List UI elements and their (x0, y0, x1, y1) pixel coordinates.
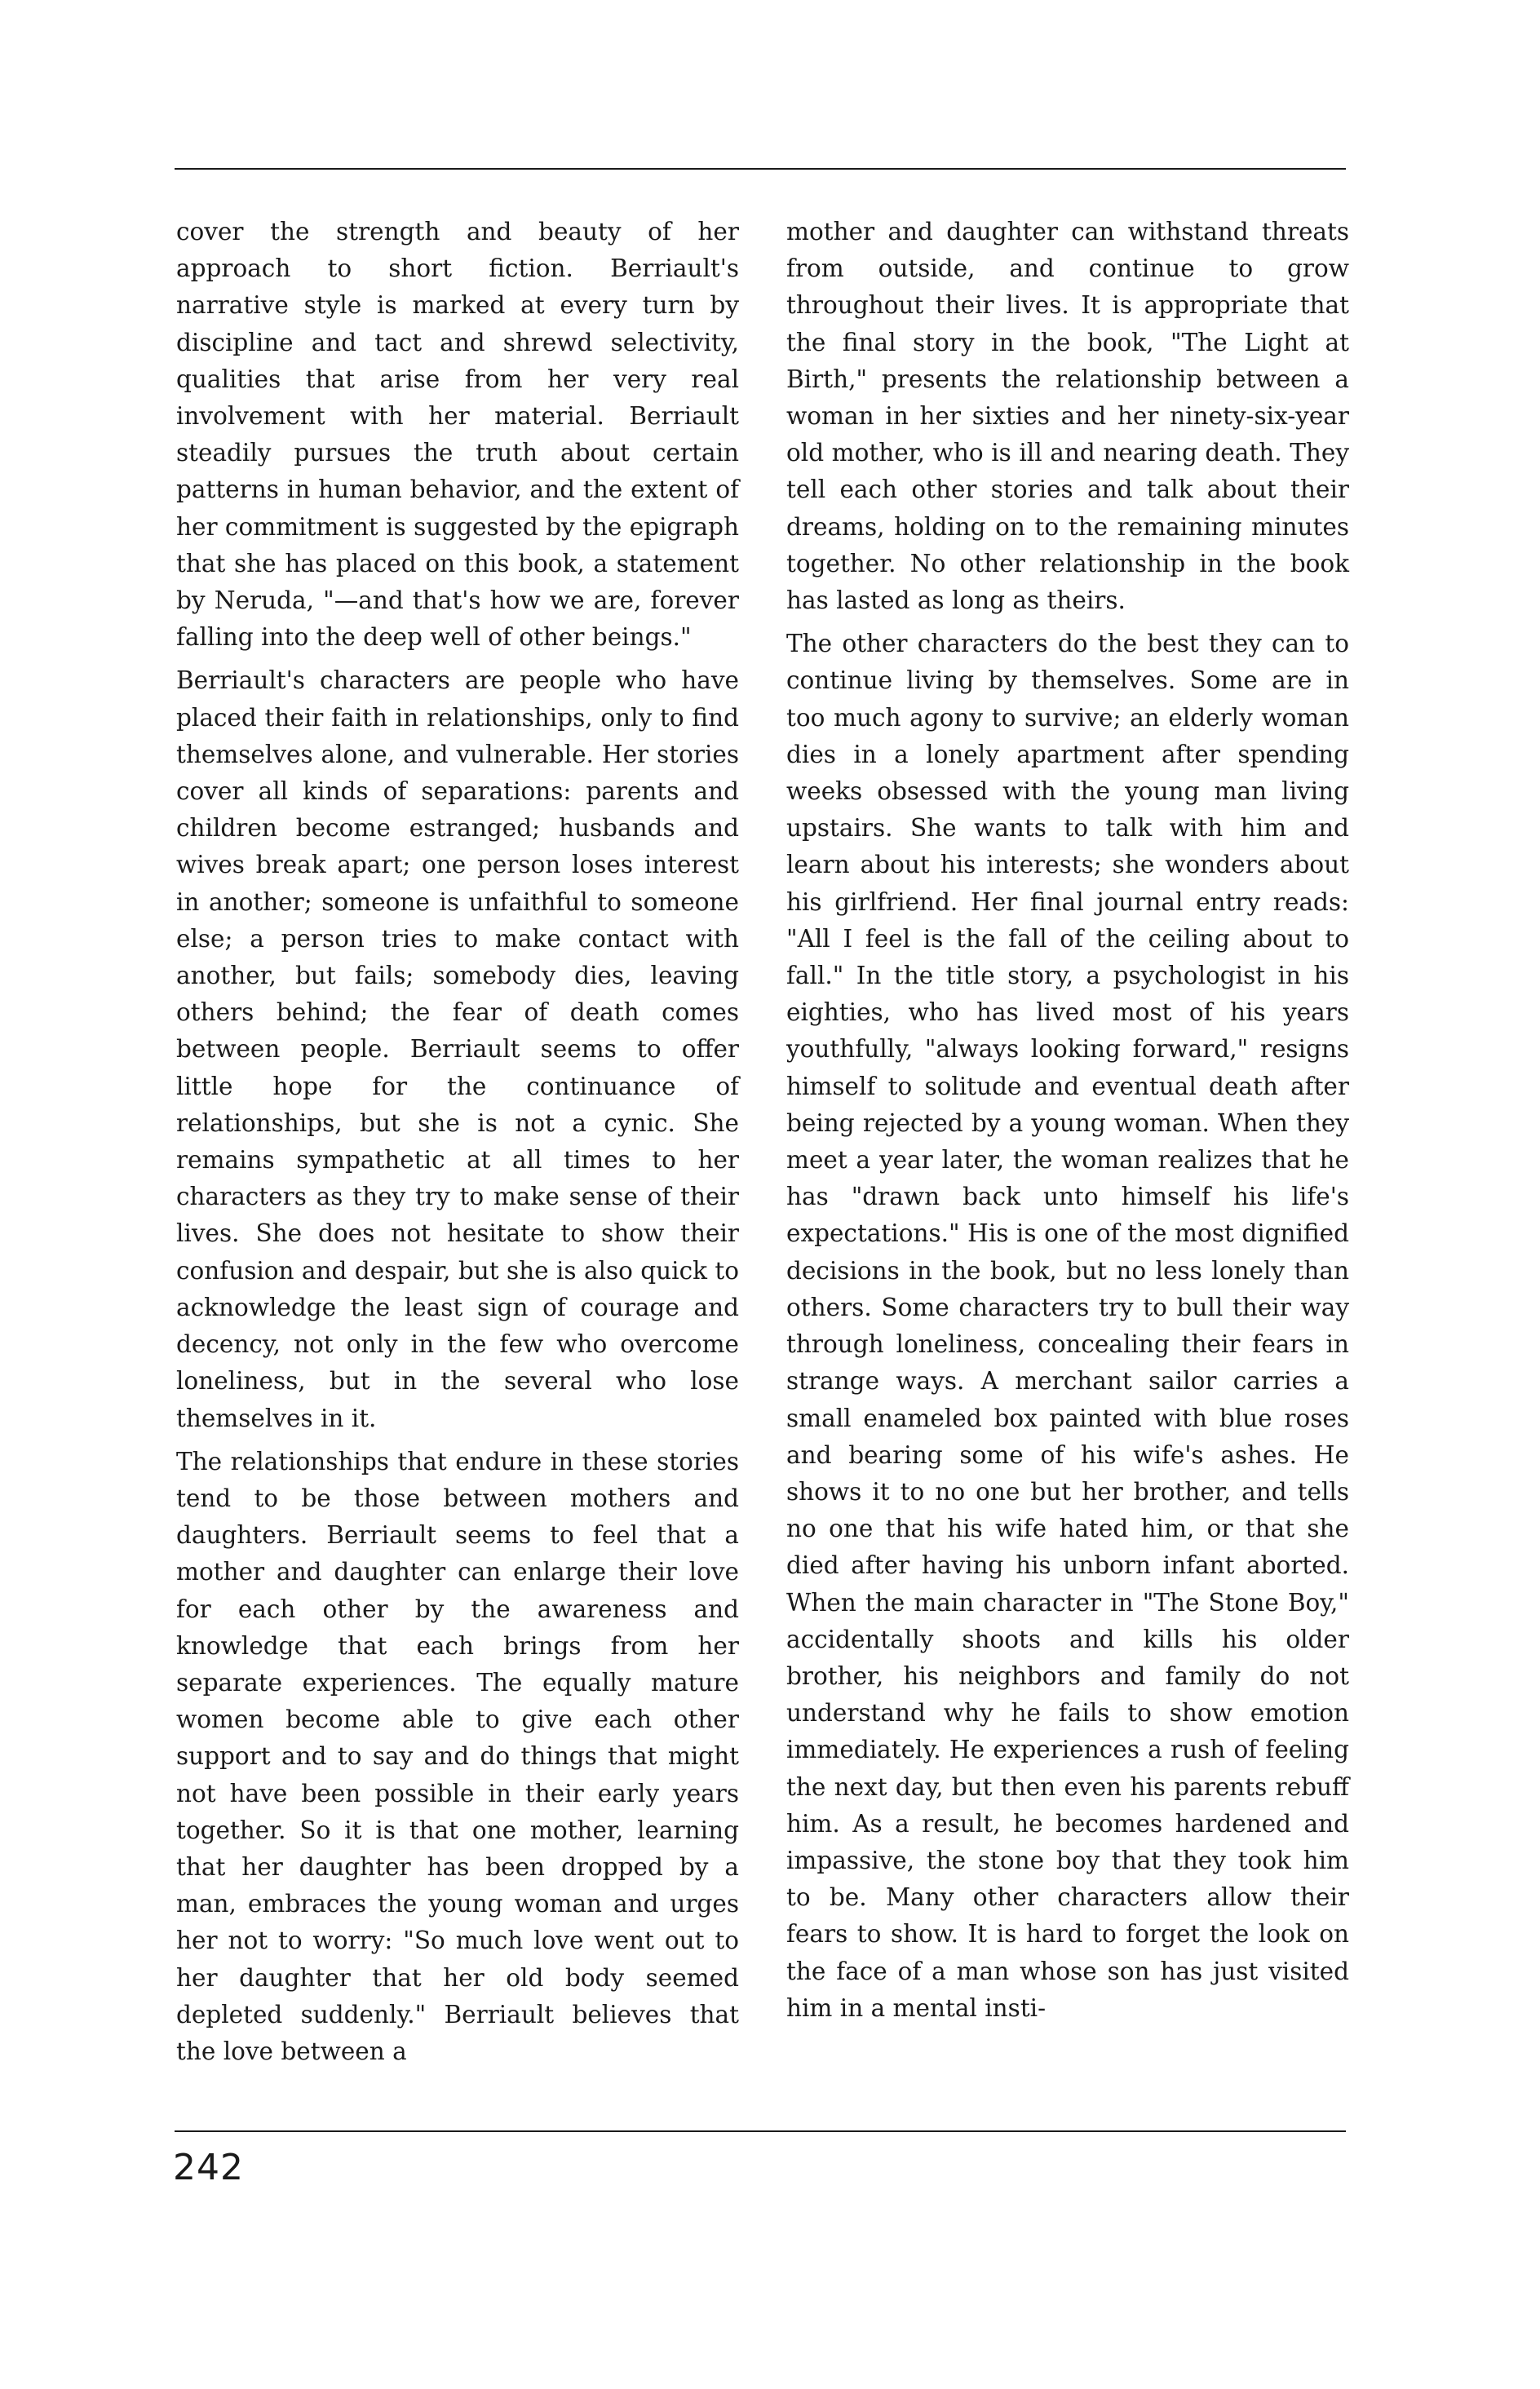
left-paragraph-3: The relationships that endure in these stories tend to be those between mothers and daughters. Berriault seems to feel that a mother and daughter can enlarge their love for each other by the awareness and knowledge that each brings from her separate experiences. The equally mature women become able to give each other support and to say and do things that might not have been possible in their early years together. So it is that one mother, learning that her daughter has been dropped by a man, embraces the young woman and urges her not to worry: "So much love went out to her daughter that her old body seemed depleted suddenly." Berriault believes that the love between a (176, 1447, 739, 2065)
bottom-rule (175, 2130, 1346, 2132)
top-rule (175, 168, 1346, 170)
left-paragraph-2: Berriault's characters are people who have placed their faith in relationships, only to find themselves alone, and vulnerable. Her stories cover all kinds of separations: parents and children become estranged; husbands and wives break apart; one person loses interest in another; someone is unfaithful to someone else; a person tries to make contact with another, but fails; somebody dies, leaving others behind; the fear of death comes between people. Berriault seems to offer little hope for the continuance of relationships, but she is not a cynic. She remains sympathetic at all times to her characters as they try to make sense of their lives. She does not hesitate to show their confusion and despair, but she is also quick to acknowledge the least sign of courage and decency, not only in the few who overcome loneliness, but in the several who lose themselves in it. (176, 666, 739, 1432)
right-paragraph-2: The other characters do the best they can to continue living by themselves. Some are in too much agony to survive; an elderly woman dies in a lonely apartment after spending weeks obsessed with the young man living upstairs. She wants to talk with him and learn about his interests; she wonders about his girlfriend. Her final journal entry reads: "All I feel is the fall of the ceiling about to fall." In the title story, a psychologist in his eighties, who has lived most of his years youthfully, "always looking forward," resigns himself to solitude and eventual death after being rejected by a young woman. When they meet a year later, the woman realizes that he has "drawn back unto himself his life's expectations." His is one of the most dignified decisions in the book, but no less lonely than others. Some characters try to bull their way through loneliness, concealing their fears in strange ways. A merchant sailor carries a small enameled box painted with blue roses and bearing some of his wife's ashes. He shows it to no one but her brother, and tells no one that his wife hated him, or that she died after having his unborn infant aborted. When the main character in "The Stone Boy," accidentally shoots and kills his older brother, his neighbors and family do not understand why he fails to show emotion immediately. He experiences a rush of feeling the next day, but then even his parents rebuff him. As a result, he becomes hardened and impassive, the stone boy that they took him to be. Many other characters allow their fears to show. It is hard to forget the look on the face of a man whose son has just visited him in a mental insti- (786, 630, 1349, 2022)
left-column (176, 214, 739, 2070)
right-paragraph-1: mother and daughter can withstand threats from outside, and continue to grow throughout their lives. It is appropriate that the final story in the book, "The Light at Birth," presents the relationship between a woman in her sixties and her ninety-six-year old mother, who is ill and nearing death. They tell each other stories and talk about their dreams, holding on to the remaining minutes together. No other relationship in the book has lasted as long as theirs. (786, 218, 1349, 615)
right-column (786, 214, 1349, 2027)
page-number: 242 (173, 2147, 244, 2188)
left-paragraph-1: cover the strength and beauty of her approach to short fiction. Berriault's narrative style is marked at every turn by discipline and tact and shrewd selectivity, qualities that arise from her very real involvement with her material. Berriault steadily pursues the truth about certain patterns in human behavior, and the extent of her commitment is suggested by the epigraph that she has placed on this book, a statement by Neruda, "—and that's how we are, forever falling into the deep well of other beings." (176, 218, 739, 652)
